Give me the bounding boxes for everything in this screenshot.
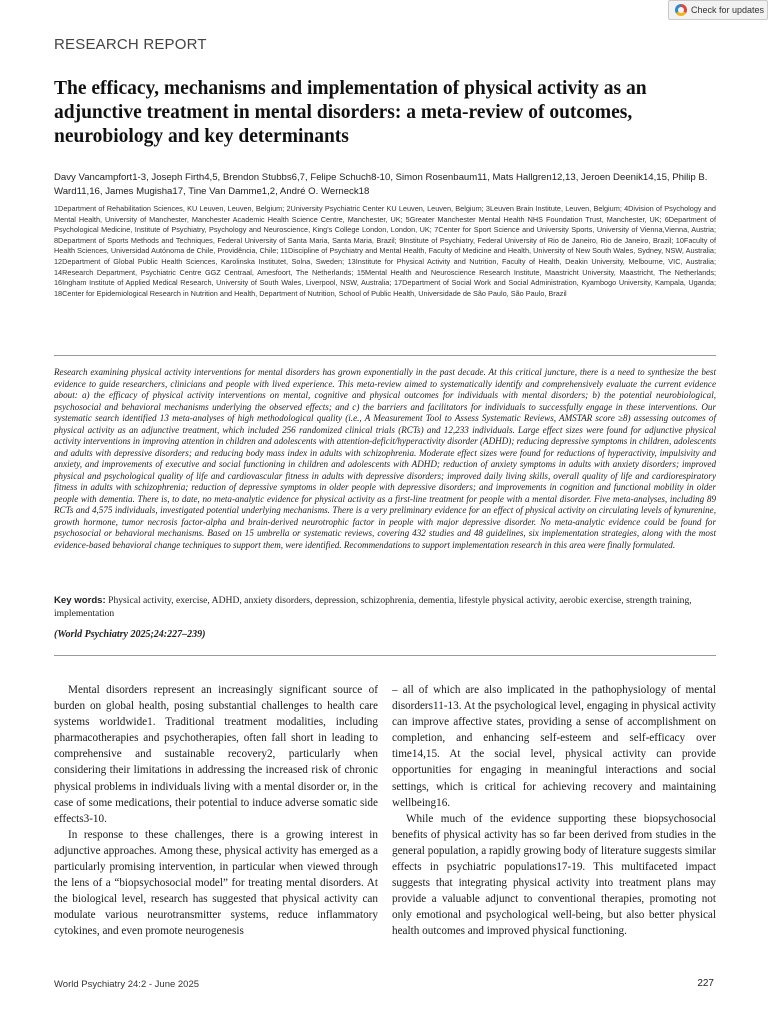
body-paragraph: – all of which are also implicated in the pathophysiology of mental disorders11-13. At the psychological level, engaging in physical activity can improve affective states, providing a sense of accomplishment on completion, and enhancing self-esteem and self-efficacy over time14,15. At the social level, physical activity can provide opportunities for engaging in meaningful interactions and social settings, which is critical for achieving recovery and maintaining wellbeing16.: [392, 684, 716, 809]
abstract-bottom-rule: [54, 655, 716, 656]
abstract-top-rule: [54, 355, 716, 356]
author-list: Davy Vancampfort1-3, Joseph Firth4,5, Brendon Stubbs6,7, Felipe Schuch8-10, Simon Rosenbaum11, Mats Hallgren12,13, Jeroen Deenik14,15, Philip B. Ward11,16, James Mugisha17, Tine Van Damme1,2, André O. Werneck18: [54, 172, 708, 197]
article-title: The efficacy, mechanisms and implementation of physical activity as an adjunctive treatment in mental disorders: a meta-review of outcomes, neurobiology and key determinants: [54, 78, 647, 147]
crossmark-icon: [675, 4, 687, 16]
footer-page-number: 227: [697, 978, 714, 989]
keywords: [54, 595, 716, 620]
body-paragraph: Mental disorders represent an increasingly significant source of burden on global health, posing substantial challenges to health care systems worldwide1. Traditional treatment modalities, including pharmacotherapies and psychotherapies, often fall short in leading to comprehensive and sustainable recovery2, particularly when considering their limitations in addressing the increased risk of chronic physical problems in individuals living with a mental disorder or, in the case of some medications, their potential to induce adverse somatic side effects3-10.: [54, 684, 378, 825]
abstract: Research examining physical activity interventions for mental disorders has grown exponentially in the past decade. At this critical juncture, there is a need to synthesize the best evidence to guide researchers, clinicians and people with lived experience. This meta-review aimed to systematically identify and comprehensively evaluate the current evidence about: a) the efficacy of physical activity interventions on mental, cognitive and physical outcomes for individuals with mental disorders; b) the potential neurobiological, psychosocial and behavioral mechanisms underlying the observed effects; and c) the barriers and facilitators for individuals to successfully engage in these interventions. Our systematic search identified 13 meta-analyses of high methodological quality (i.e., A Measurement Tool to Assess Systematic Reviews, AMSTAR score ≥8) assessing outcomes of physical activity as an adjunctive treatment, which included 256 randomized clinical trials (RCTs) and 12,233 individuals. Large effect sizes were found for adjunctive physical activity interventions in improving attention in children and adolescents with attention-deficit/hyperactivity disorder (ADHD); reducing depressive symptoms in children, adolescents and adults with depressive disorders; and reducing body mass index in adults with schizophrenia. Moderate effect sizes were found for reductions of hyperactivity, impulsivity and anxiety, and improvements of executive and social functioning in children and adolescents with ADHD; reduction of anxiety symptoms in adults with anxiety disorders; improved physical and psychological quality of life and cardiovascular fitness in adults with depressive disorders; improved daily living skills, overall quality of life and cardiorespiratory fitness in adults with schizophrenia; reduction of depressive symptoms in older people with depressive disorders; and improvements in cognition and functional mobility in older people with dementia. There is, to date, no meta-analytic evidence for physical activity as a first-line treatment for people with a mental disorder. Five meta-analyses, including 89 RCTs and 4,575 individuals, investigated potential underlying mechanisms. There is a very preliminary evidence for an effect of physical activity on circulating levels of kynurenine, growth hormone, tumor necrosis factor-alpha and brain-derived neurotrophic factor in people with major depressive disorder. No meta-analytic evidence could be found for psychosocial or behavioral mechanisms. Based on 15 umbrella or systematic reviews, covering 432 studies and 48 guidelines, six implementation strategies, along with the most evidence-based behavioral change techniques to support them, were identified. Recommendations to support implementation research in this area were finally formulated.: [54, 367, 716, 550]
body-column-right: [392, 682, 716, 940]
keywords-label: Key words:: [54, 595, 106, 606]
body-paragraph: In response to these challenges, there is a growing interest in adjunctive approaches. Among these, physical activity has emerged as a particularly promising intervention, in particular when viewed through the lens of a “biopsychosocial model” for treating mental disorders. At the biological level, research has suggested that physical activity can modulate various neurotransmitter systems, reduce inflammatory cytokines, and even promote neurogenesis: [54, 828, 378, 938]
body-column-left: [54, 682, 378, 940]
check-for-updates-button[interactable]: [668, 0, 768, 20]
section-label: RESEARCH REPORT: [54, 36, 207, 53]
affiliations: 1Department of Rehabilitation Sciences, KU Leuven, Leuven, Belgium; 2University Psychiatric Center KU Leuven, Leuven, Belgium; 3Leuven Brain Institute, Leuven, Belgium; 4Division of Psychology and Mental Health, University of Manchester, Manchester Academic Health Science Centre, Manchester, UK; 5Greater Manchester Mental Health NHS Foundation Trust, Manchester, UK; 6Department of Psychological Medicine, Institute of Psychiatry, Psychology and Neuroscience, King's College London, London, UK; 7Center for Sport Science and University Sports, University of Vienna,Vienna, Austria; 8Department of Sports Methods and Techniques, Federal University of Santa Maria, Santa Maria, Brazil; 9Institute of Psychiatry, Federal University of Rio de Janeiro, Rio de Janeiro, Brazil; 10Faculty of Health Sciences, Universidad Autónoma de Chile, Providência, Chile; 11Discipline of Psychiatry and Mental Health, Faculty of Medicine and Health, University of New South Wales, Sydney, NSW, Australia; 12Department of Global Public Health Sciences, Karolinska Institutet, Solna, Sweden; 13Institute for Physical Activity and Nutrition, Faculty of Health, Deakin University, Melbourne, VIC, Australia; 14Research Department, Psychiatric Centre GGZ Centraal, Amesfoort, The Netherlands; 15Mental Health and Neuroscience Research Institute, Maastricht University, Maastricht, The Netherlands; 16Ingham Institute of Applied Medical Research, University of South Wales, Liverpool, NSW, Australia; 17Department of Social Work and Social Administration, Kyambogo University, Kampala, Uganda; 18Center for Epidemiological Research in Nutrition and Health, Department of Nutrition, School of Public Health, Universidade de São Paulo, São Paulo, Brazil: [54, 204, 716, 298]
footer-journal: World Psychiatry 24:2 - June 2025: [54, 979, 200, 990]
citation: (World Psychiatry 2025;24:227–239): [54, 629, 206, 640]
check-for-updates-label: Check for updates: [691, 5, 765, 15]
keywords-text: Physical activity, exercise, ADHD, anxiety disorders, depression, schizophrenia, dementia, lifestyle physical activity, aerobic exercise, strength training, implementation: [54, 595, 692, 619]
body-paragraph: While much of the evidence supporting these biopsychosocial benefits of physical activity has so far been derived from studies in the general population, a rapidly growing body of literature suggests similar effects in psychiatric populations17-19. This multifaceted impact suggests that integrating physical activity into treatment plans may provide a valuable adjunct to conventional therapies, promoting not only emotional and psychological well-being, but also better physical health outcomes and improved physical functioning.: [392, 812, 716, 938]
